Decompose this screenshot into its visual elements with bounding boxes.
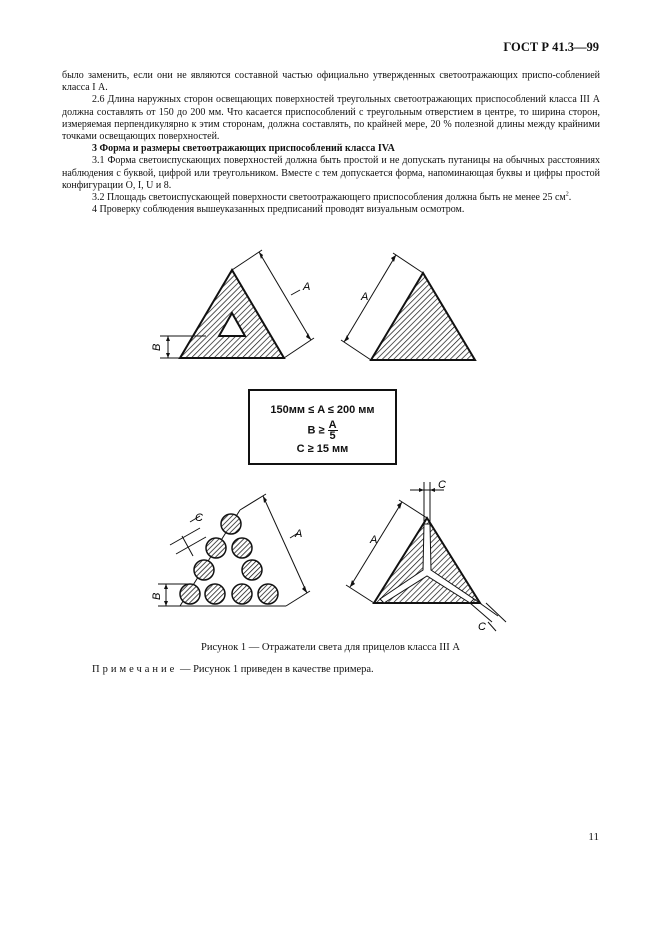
formula-line-3: C ≥ 15 мм — [296, 443, 349, 455]
paragraph-2-6: 2.6 Длина наружных сторон освещающих поверхностей треугольных светоотражающих приспособлений класса III А должна составлять от 150 до 200 мм. Что касается приспособлений с треугольным отверстием в центре, то ширина сторон, измеряемая перпендикулярно к этим сторонам, должна составлять, по крайней мере, 20 % полезной длины между крайними точками освещающих поверхностей. — [62, 94, 600, 143]
superscript: 2 — [565, 191, 569, 198]
label-A-3: A — [295, 528, 303, 540]
label-C-3: C — [478, 621, 486, 633]
formula-fraction — [328, 420, 338, 441]
paragraph-3-2-end: . — [568, 192, 572, 204]
formula-line-1: 150мм ≤ A ≤ 200 мм — [270, 404, 375, 416]
solid-triangle — [341, 253, 475, 360]
segmented-triangle — [346, 482, 506, 631]
paragraph-3-1: 3.1 Форма светоиспускающих поверхностей должна быть простой и не допускать путаницы на обычных расстояниях наблюдения с буквой, цифрой или треугольником. Вместе с тем допускается форма, напоминающая буквы и цифры простой конфигурации О, I, U и 8. — [62, 155, 600, 191]
formula-box — [248, 389, 397, 465]
document-header: ГОСТ Р 41.3—99 — [503, 40, 599, 54]
circles-triangle — [158, 494, 310, 606]
figure-caption: Рисунок 1 — Отражатели света для прицелов класса III А — [201, 642, 460, 653]
label-A-4: A — [370, 534, 378, 546]
paragraph-continuation: было заменить, если они не являются составной частью официально утвержденных светоотражающих приспо-собленией класса I А. — [62, 70, 600, 94]
note-label: Примечание — [92, 664, 178, 675]
formula-line-2-prefix: B ≥ — [307, 424, 325, 437]
note-text: — Рисунок 1 приведен в качестве примера. — [179, 664, 374, 675]
section-3-heading: 3 Форма и размеры светоотражающих приспособлений класса IVA — [92, 143, 395, 155]
label-A-2: A — [361, 291, 369, 303]
triangle-with-opening — [160, 250, 314, 358]
note — [92, 664, 374, 675]
label-A-1: A — [303, 281, 311, 293]
paragraph-3-2-text: 3.2 Площадь светоиспускающей поверхности светоотражающего приспособления должна быть не менее 25 см — [92, 192, 566, 204]
label-B-1: B — [151, 343, 163, 351]
fraction-numerator: A — [328, 419, 337, 431]
formula-line-2 — [250, 420, 395, 441]
fraction-denominator: 5 — [329, 430, 336, 442]
label-B-2: B — [151, 592, 163, 600]
label-C-2: C — [438, 479, 446, 491]
paragraph-4: 4 Проверку соблюдения вышеуказанных предписаний проводят визуальным осмотром. — [92, 204, 465, 216]
label-C-1: C — [195, 512, 203, 524]
page-number: 11 — [588, 831, 599, 843]
